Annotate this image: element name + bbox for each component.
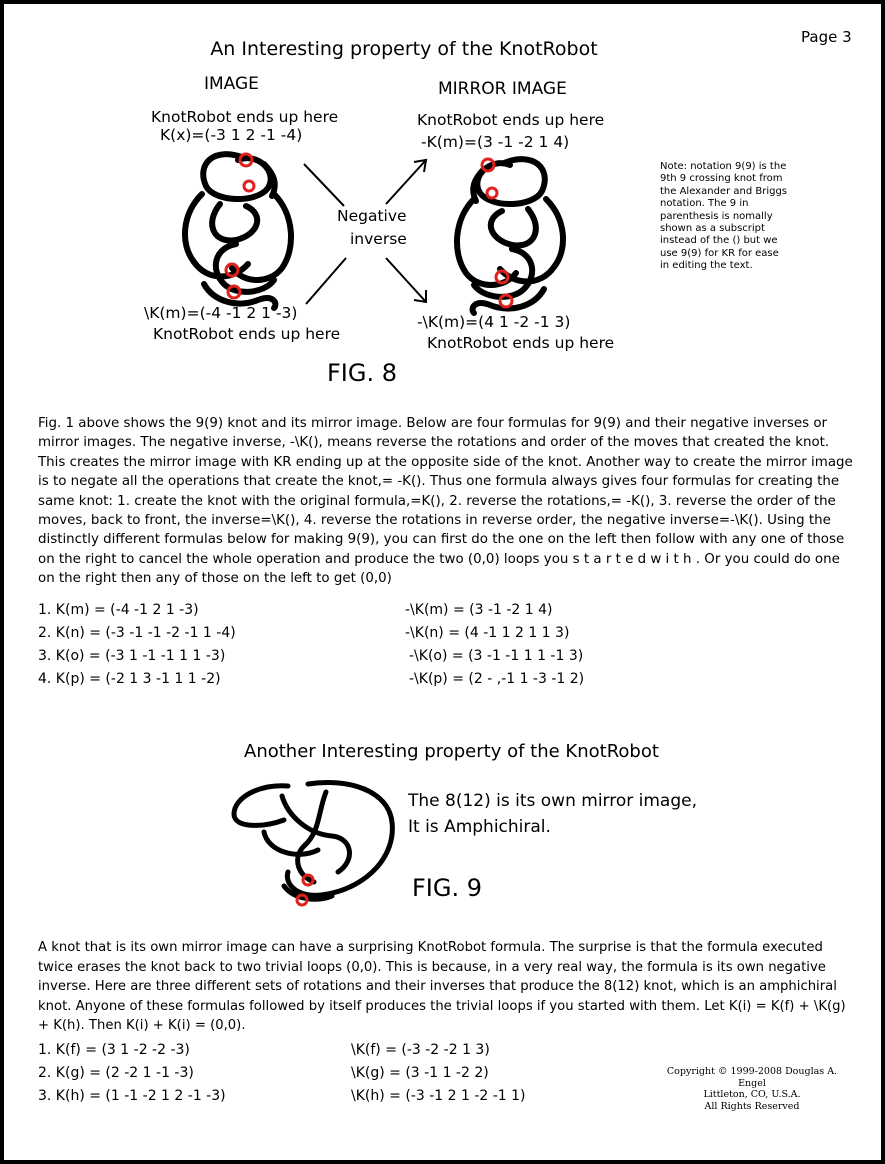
right-top-caption: KnotRobot ends up here — [417, 111, 605, 129]
mirror-image-label: MIRROR IMAGE — [438, 79, 567, 99]
notation-note: Note: notation 9(9) is the 9th 9 crossing knot from the Alexander and Briggs notation. The 9 in parenthesis is nomally shown as a subscript instead of the () but we use 9(9) for KR for ease in editing the text. — [660, 161, 788, 272]
right-bottom-formula: -\K(m)=(4 1 -2 -1 3) — [417, 313, 571, 331]
amphichiral-text-1: The 8(12) is its own mirror image, — [408, 791, 697, 811]
amphichiral-text-2: It is Amphichiral. — [408, 817, 551, 837]
copyright-line-2: Littleton, CO, U.S.A. — [703, 1089, 801, 1100]
fig9-label: FIG. 9 — [412, 874, 483, 902]
formula2-left-1: 1. K(f) = (3 1 -2 -2 -3) — [38, 1042, 190, 1058]
inverse-label: inverse — [350, 230, 407, 248]
formula-right-2: -\K(n) = (4 -1 1 2 1 1 3) — [405, 625, 570, 641]
copyright-line-1: Copyright © 1999-2008 Douglas A. Engel — [666, 1066, 838, 1089]
image-label: IMAGE — [204, 74, 259, 94]
formula2-right-1: \K(f) = (-3 -2 -2 1 3) — [351, 1042, 490, 1058]
fig8-label: FIG. 8 — [327, 359, 398, 387]
paragraph-knot-9-9: Fig. 1 above shows the 9(9) knot and its mirror image. Below are four formulas for 9(9) and their negative inverses or mirror images. The negative inverse, -\K(), means reverse the rotations and order of the moves that created the knot. This creates the mirror image with KR ending up at the opposite side of the knot. Another way to create the mirror image is to negate all the operations that create the knot,= -K(). Thus one formula always gives four formulas for creating the same knot: 1. create the knot with the original formula,=K(), 2. reverse the rotations,= -K(), 3. reverse the order of the moves, back to front, the inverse=\K(), 4. reverse the rotations in reverse order, the negative inverse=-\K(). Using the distinctly different formulas below for making 9(9), you can first do the one on the left then follow with any one of those on the right to cancel the whole operation and produce the two (0,0) loops you s t a r t e d w i t h . Or you could do one on the right then any of those on the left to get (0,0) — [38, 416, 853, 587]
right-bottom-caption: KnotRobot ends up here — [427, 334, 615, 352]
formula-right-3: -\K(o) = (3 -1 -1 1 1 -1 3) — [409, 648, 584, 664]
formula-right-4: -\K(p) = (2 - ,-1 1 -3 -1 2) — [409, 671, 585, 687]
right-top-formula: -K(m)=(3 -1 -2 1 4) — [421, 133, 570, 151]
section2-title: Another Interesting property of the KnotRobot — [244, 741, 659, 762]
formula-left-2: 2. K(n) = (-3 -1 -1 -2 -1 1 -4) — [38, 625, 236, 641]
left-top-caption: KnotRobot ends up here — [151, 108, 339, 126]
negative-label: Negative — [337, 207, 407, 225]
section1-title: An Interesting property of the KnotRobot — [210, 38, 598, 60]
formula-left-4: 4. K(p) = (-2 1 3 -1 1 1 -2) — [38, 671, 221, 687]
formula2-right-2: \K(g) = (3 -1 1 -2 2) — [351, 1065, 489, 1081]
formula2-right-3: \K(h) = (-3 -1 2 1 -2 -1 1) — [351, 1088, 526, 1104]
formula-right-1: -\K(m) = (3 -1 -2 1 4) — [405, 602, 553, 618]
negative-inverse-arrows — [296, 154, 436, 324]
formula-left-3: 3. K(o) = (-3 1 -1 -1 1 1 -3) — [38, 648, 226, 664]
paragraph-knot-8-12: A knot that is its own mirror image can have a surprising KnotRobot formula. The surprise is that the formula executed twice erases the knot back to two trivial loops (0,0). This is because, in a very real way, the formula is its own negative inverse. Here are three different sets of rotations and their inverses that produce the 8(12) knot, which is an amphichiral knot. Anyone of these formulas followed by itself produces the trivial loops if you started with them. Let K(i) = K(f) + \K(g) + K(h). Then K(i) + K(i) = (0,0). — [38, 940, 846, 1034]
formula2-left-3: 3. K(h) = (1 -1 -2 1 2 -1 -3) — [38, 1088, 226, 1104]
left-bottom-formula: \K(m)=(-4 -1 2 1 -3) — [144, 304, 298, 322]
copyright-notice — [652, 1066, 852, 1112]
copyright-line-3: All Rights Reserved — [704, 1100, 800, 1112]
formula-left-1: 1. K(m) = (-4 -1 2 1 -3) — [38, 602, 199, 618]
left-top-formula: K(x)=(-3 1 2 -1 -4) — [160, 126, 303, 144]
formula2-left-2: 2. K(g) = (2 -2 1 -1 -3) — [38, 1065, 194, 1081]
knot-9-9-image — [174, 144, 304, 314]
knot-9-9-mirror-image — [444, 149, 574, 319]
page-number: Page 3 — [801, 28, 852, 46]
knot-8-12 — [228, 776, 408, 906]
left-bottom-caption: KnotRobot ends up here — [153, 325, 341, 343]
